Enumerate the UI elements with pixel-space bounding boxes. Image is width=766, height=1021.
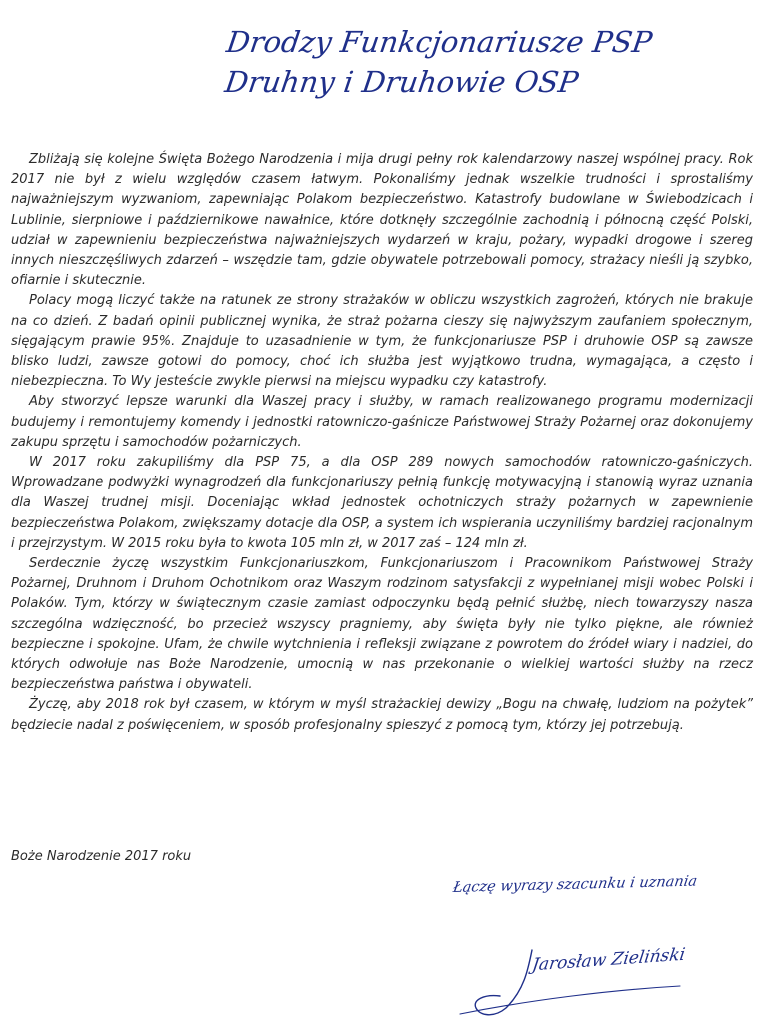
handwritten-closing: Łączę wyrazy szacunku i uznania — [451, 873, 699, 896]
handwritten-salutation — [218, 22, 689, 102]
signature — [440, 930, 740, 1020]
paragraph-6: Życzę, aby 2018 rok był czasem, w którym w myśl strażackiej dewizy „Bogu na chwałę, ludziom na pożytek” będziecie nadal z poświęceniem, w sposób profesjonalny spieszyć z pomocą tym, którzy jej potrzebują. — [11, 697, 753, 733]
signature-name: Jarosław Zieliński — [530, 944, 687, 976]
salutation-line-2: Druhny i Druhowie OSP — [222, 65, 581, 99]
paragraph-4: W 2017 roku zakupiliśmy dla PSP 75, a dla OSP 289 nowych samochodów ratowniczo-gaśniczych. Wprowadzane podwyżki wynagrodzeń dla funkcjonariuszy pełnią funkcję motywacyjną i stanowią wyraz uznania dla Waszej trudnej misji. Doceniając wkład jednostek ochotniczych straży pożarnych w zapewnienie bezpieczeństwa Polakom, zwiększamy dotacje dla OSP, a system ich wspierania uczyniliśmy bardziej racjonalnym i przejrzystym. W 2015 roku była to kwota 105 mln zł, w 2017 zaś – 124 mln zł. — [11, 455, 753, 551]
paragraph-1: Zbliżają się kolejne Święta Bożego Narodzenia i mija drugi pełny rok kalendarzowy naszej wspólnej pracy. Rok 2017 nie był z wielu względów czasem łatwym. Pokonaliśmy jednak wszelkie trudności i sprostaliśmy najważniejszym wyzwaniom, zapewniając Polakom bezpieczeństwo. Katastrofy budowlane w Świebodzicach i Lublinie, sierpniowe i październikowe nawałnice, które dotknęły szczególnie zachodnią i północną część Polski, udział w zapewnieniu bezpieczeństwa najważniejszych wydarzeń w kraju, pożary, wypadki drogowe i szereg innych nieszczęśliwych zdarzeń – wszędzie tam, gdzie obywatele potrzebowali pomocy, strażacy nieśli ją szybko, ofiarnie i skutecznie. — [11, 152, 753, 289]
paragraph-2: Polacy mogą liczyć także na ratunek ze strony strażaków w obliczu wszystkich zagrożeń, których nie brakuje na co dzień. Z badań opinii publicznej wynika, że straż pożarna cieszy się najwyższym zaufaniem społecznym, sięgającym prawie 95%. Znajduje to uzasadnienie w tym, że funkcjonariusze PSP i druhowie OSP są zawsze blisko ludzi, zawsze gotowi do pomocy, choć ich służba jest wyjątkowo trudna, wymagająca, a często i niebezpieczna. To Wy jesteście zwykle pierwsi na miejscu wypadku czy katastrofy. — [11, 293, 753, 390]
paragraph-3: Aby stworzyć lepsze warunki dla Waszej pracy i służby, w ramach realizowanego programu modernizacji budujemy i remontujemy komendy i jednostki ratowniczo-gaśnicze Państwowej Straży Pożarnej oraz dokonujemy zakupu sprzętu i samochodów pożarniczych. — [11, 394, 753, 450]
signature-flourish — [440, 930, 740, 1020]
salutation-line-1: Drodzy Funkcjonariusze PSP — [224, 25, 655, 59]
paragraph-5: Serdecznie życzę wszystkim Funkcjonariuszkom, Funkcjonariuszom i Pracownikom Państwowej Straży Pożarnej, Druhnom i Druhom Ochotnikom oraz Waszym rodzinom satysfakcji z wypełnianej misji wobec Polski i Polaków. Tym, którzy w świątecznym czasie zamiast odpoczynku będą pełnić służbę, niech towarzyszy nasza szczególna wdzięczność, bo przecież wszyscy pragniemy, aby święta były nie tylko piękne, ale również bezpieczne i spokojne. Ufam, że chwile wytchnienia i refleksji związane z powrotem do źródeł wiary i nadziei, do których odwołuje nas Boże Narodzenie, umocnią w nas przekonanie o wielkiej wartości służby na rzecz bezpieczeństwa państwa i obywateli. — [11, 556, 753, 693]
date-line: Boże Narodzenie 2017 roku — [11, 849, 192, 864]
letter-body — [11, 150, 753, 736]
